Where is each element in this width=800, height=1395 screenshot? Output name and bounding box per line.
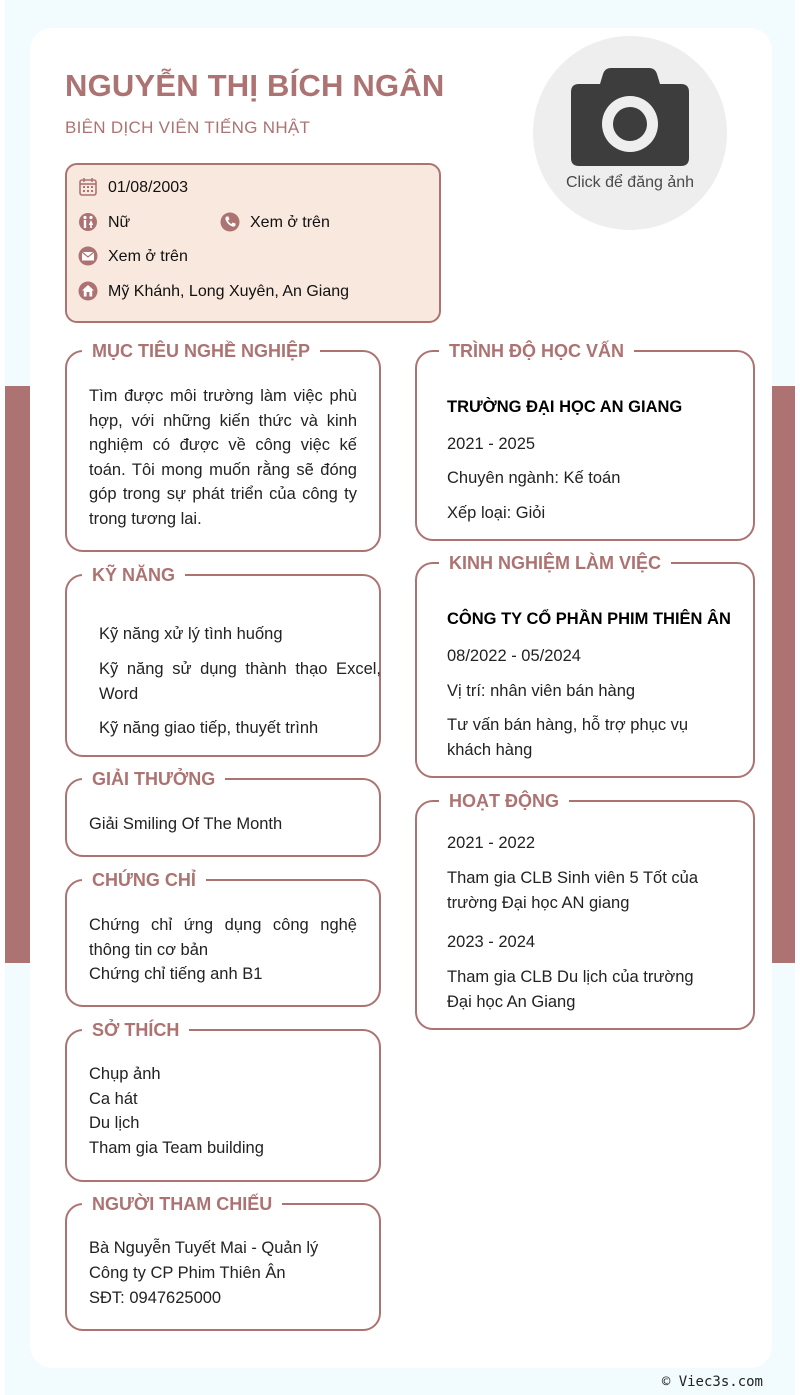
- experience-position: Vị trí: nhân viên bán hàng: [447, 682, 636, 700]
- activity-text: Tham gia CLB Sinh viên 5 Tốt của trường Đại học AN giang: [447, 869, 698, 912]
- gender-value: Nữ: [108, 214, 131, 231]
- certificates-title: CHỨNG CHỈ: [82, 868, 206, 892]
- reference-line: SĐT: 0947625000: [89, 1289, 222, 1307]
- dob-row: [108, 179, 188, 197]
- photo-upload[interactable]: [533, 36, 727, 230]
- skill-item: Kỹ năng giao tiếp, thuyết trình: [99, 719, 319, 737]
- email-value: Xem ở trên: [108, 248, 188, 265]
- activity-period: 2023 - 2024: [447, 933, 536, 951]
- experience-section: [415, 553, 755, 778]
- certificate-item: Chứng chỉ tiếng anh B1: [89, 965, 263, 983]
- certificates-section: [65, 870, 381, 1007]
- address-row: [108, 283, 349, 301]
- hobby-item: Ca hát: [89, 1090, 138, 1108]
- reference-line: Công ty CP Phim Thiên Ân: [89, 1264, 286, 1282]
- awards-section: [65, 769, 381, 857]
- education-rank: Xếp loại: Giỏi: [447, 504, 546, 522]
- hobby-item: Du lịch: [89, 1114, 140, 1132]
- education-section: [415, 341, 755, 541]
- education-title: TRÌNH ĐỘ HỌC VẤN: [439, 339, 634, 363]
- education-period: 2021 - 2025: [447, 435, 536, 453]
- contact-box: [65, 163, 441, 323]
- activities-title: HOẠT ĐỘNG: [439, 789, 569, 813]
- skill-item: Kỹ năng xử lý tình huống: [99, 625, 283, 643]
- hobbies-section: [65, 1020, 381, 1182]
- hobbies-title: SỞ THÍCH: [82, 1018, 189, 1042]
- references-section: [65, 1194, 381, 1331]
- right-accent-bar: [772, 386, 795, 963]
- school-name: TRƯỜNG ĐẠI HỌC AN GIANG: [447, 398, 683, 416]
- experience-title: KINH NGHIỆM LÀM VIỆC: [439, 551, 671, 575]
- education-major: Chuyên ngành: Kế toán: [447, 469, 621, 487]
- experience-description: Tư vấn bán hàng, hỗ trợ phục vụ khách hàng: [447, 716, 689, 759]
- left-accent-bar: [5, 386, 30, 963]
- candidate-name: NGUYỄN THỊ BÍCH NGÂN: [65, 68, 445, 103]
- hobby-item: Chụp ảnh: [89, 1065, 161, 1083]
- skills-title: KỸ NĂNG: [82, 563, 185, 587]
- job-title: BIÊN DỊCH VIÊN TIẾNG NHẬT: [65, 118, 311, 137]
- home-icon: [78, 281, 98, 301]
- objective-title: MỤC TIÊU NGHỀ NGHIỆP: [82, 339, 320, 363]
- dob-value: 01/08/2003: [108, 179, 189, 196]
- email-row: [108, 248, 188, 266]
- certificate-item: Chứng chỉ ứng dụng công nghệ thông tin cơ bản: [89, 916, 357, 959]
- activity-text: Tham gia CLB Du lịch của trường Đại học An Giang: [447, 968, 694, 1011]
- objective-text: Tìm được môi trường làm việc phù hợp, với những kiến thức và kinh nghiệm có được về công việc kế toán. Tôi mong muốn rằng sẽ đóng góp trong sự phát triển của công ty trong tương lai.: [89, 387, 357, 528]
- activity-period: 2021 - 2022: [447, 834, 536, 852]
- references-title: NGƯỜI THAM CHIẾU: [82, 1192, 282, 1216]
- camera-icon: [571, 64, 689, 168]
- skills-section: [65, 565, 381, 757]
- gender-row: [108, 214, 130, 232]
- experience-period: 08/2022 - 05/2024: [447, 647, 581, 665]
- phone-icon: [220, 212, 240, 232]
- company-name: CÔNG TY CỔ PHẦN PHIM THIÊN ÂN: [447, 610, 731, 628]
- phone-value: Xem ở trên: [250, 214, 330, 231]
- gender-icon: [78, 212, 98, 232]
- objective-section: [65, 341, 381, 552]
- address-value: Mỹ Khánh, Long Xuyên, An Giang: [108, 283, 350, 300]
- email-icon: [78, 246, 98, 266]
- footer-credit: © Viec3s.com: [661, 1374, 763, 1390]
- calendar-icon: [78, 177, 98, 197]
- award-item: Giải Smiling Of The Month: [89, 815, 283, 833]
- activities-section: [415, 791, 755, 1030]
- hobby-item: Tham gia Team building: [89, 1139, 264, 1157]
- awards-title: GIẢI THƯỞNG: [82, 767, 225, 791]
- reference-line: Bà Nguyễn Tuyết Mai - Quản lý: [89, 1239, 319, 1257]
- phone-row: [250, 214, 330, 232]
- skill-item: Kỹ năng sử dụng thành thạo Excel, Word: [99, 660, 381, 703]
- photo-caption: Click để đăng ảnh: [565, 174, 695, 191]
